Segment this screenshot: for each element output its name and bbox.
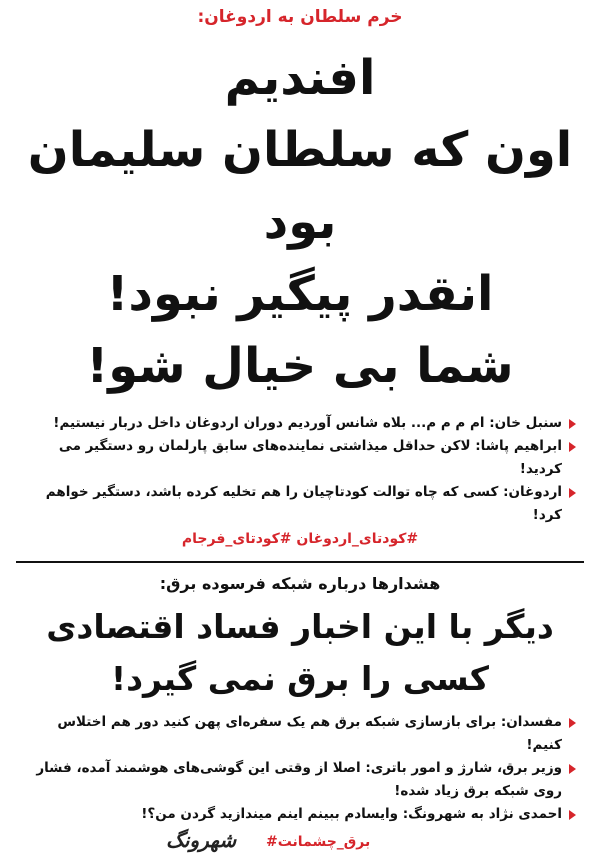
bullet-arrow-icon xyxy=(569,764,576,774)
section2-headline xyxy=(16,601,584,705)
section2-footer xyxy=(16,828,584,856)
section2-hashtag: #برق_چشمانت xyxy=(266,834,371,850)
bullet-arrow-icon xyxy=(569,810,576,820)
bullet-arrow-icon xyxy=(569,419,576,429)
list-item xyxy=(24,757,576,803)
bullet-text: سنبل خان: ام م م م... بلاه شانس آوردیم دوران اردوغان داخل دربار نیستیم! xyxy=(53,415,562,431)
section1-kicker: خرم سلطان به اردوغان: xyxy=(197,7,403,27)
list-item xyxy=(24,481,576,527)
section2-kicker: هشدارها درباره شبکه فرسوده برق: xyxy=(159,574,441,593)
bullet-text: مفسدان: برای بازسازی شبکه برق هم یک سفره‌ای پهن کنید دور هم اختلاس کنیم! xyxy=(57,714,562,753)
section1-headline-line: انقدر پیگیر نبود! xyxy=(106,266,494,322)
list-item xyxy=(24,803,576,826)
section2-headline-line: کسی را برق نمی گیرد! xyxy=(111,659,489,698)
bullet-text: وزیر برق، شارژ و امور باتری: اصلا از وقتی این گوشی‌های هوشمند آمده، فشار روی شبکه برق زیاد شده! xyxy=(36,760,562,799)
bullet-arrow-icon xyxy=(569,488,576,498)
bullet-text: احمدی نژاد به شهرونگ: وایسادم ببینم اینم میندازید گردن من؟! xyxy=(141,806,562,822)
section2-headline-line: دیگر با این اخبار فساد اقتصادی xyxy=(46,607,554,646)
section1-headline xyxy=(16,42,584,402)
shahrvang-logo: شهرونگ xyxy=(166,828,237,852)
list-item xyxy=(24,412,576,435)
section1-headline-line: شما بی خیال شو! xyxy=(86,338,514,394)
section1-headline-line: اون که سلطان سلیمان بود xyxy=(27,122,573,250)
bullet-arrow-icon xyxy=(569,718,576,728)
bullet-arrow-icon xyxy=(569,442,576,452)
list-item xyxy=(24,435,576,481)
bullet-text: ابراهیم پاشا: لاکن حداقل میذاشتی نماینده‌های سابق پارلمان رو دستگیر می کردید! xyxy=(58,438,562,477)
section2-bullet-list xyxy=(16,711,584,826)
bullet-text: اردوغان: کسی که چاه توالت کودتاچیان را هم تخلیه کرده باشد، دستگیر خواهم کرد! xyxy=(45,484,562,523)
section-divider xyxy=(16,561,584,563)
section1-hashtags: #کودتای_اردوغان #کودتای_فرجام xyxy=(181,531,419,547)
list-item xyxy=(24,711,576,757)
section1-headline-line: افندیم xyxy=(224,50,376,106)
section1-bullet-list xyxy=(16,412,584,527)
newspaper-page xyxy=(0,4,600,852)
